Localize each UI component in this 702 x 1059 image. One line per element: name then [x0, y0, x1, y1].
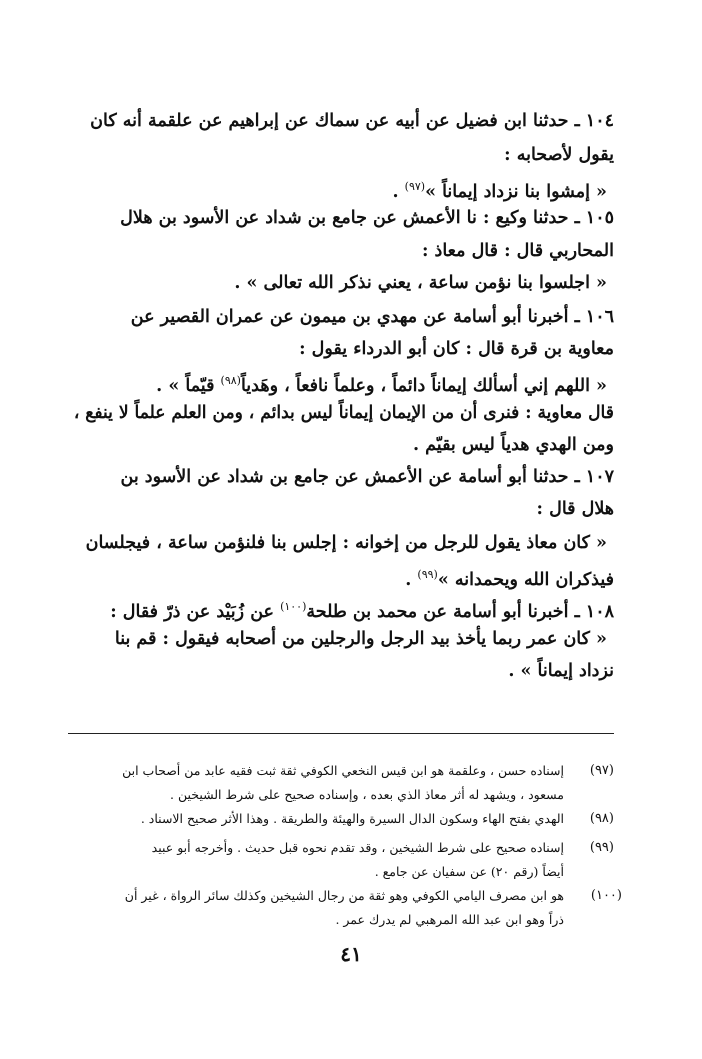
- text-line: ومن الهدي هدياً ليس بقيّم .: [412, 435, 614, 455]
- footnote-ref: (٩٧): [404, 180, 426, 193]
- page-number: ٤١: [340, 942, 362, 966]
- text-line: ١٠٦ ـ أخبرنا أبو أسامة عن مهدي بن ميمون عن عمران القصير عن: [130, 307, 614, 327]
- footnote-number: (٩٨): [589, 811, 614, 826]
- footnote-number: (٩٧): [589, 763, 614, 778]
- footnote-line: هو ابن مصرف اليامي الكوفي وهو ثقة من رجال الشيخين وكذلك سائر الرواة ، غير أن: [124, 888, 564, 903]
- text-line: ١٠٥ ـ حدثنا وكيع : نا الأعمش عن جامع بن شداد عن الأسود بن هلال: [120, 208, 614, 228]
- footnote-line: مسعود ، ويشهد له أثر معاذ الذي بعده ، وإسناده صحيح على شرط الشيخين .: [170, 787, 564, 802]
- text-line: ١٠٤ ـ حدثنا ابن فضيل عن أبيه عن سماك عن إبراهيم عن علقمة أنه كان: [90, 111, 614, 131]
- footnote-line: إسناده حسن ، وعلقمة هو ابن قيس النخعي الكوفي ثقة ثبت فقيه عابد من أصحاب ابن: [122, 763, 564, 778]
- text-line: ١٠٧ ـ حدثنا أبو أسامة عن الأعمش عن جامع بن شداد عن الأسود بن: [120, 467, 614, 487]
- footnote-separator: [68, 733, 614, 734]
- text-line: معاوية بن قرة قال : كان أبو الدرداء يقول :: [299, 339, 614, 359]
- text-line: هلال قال :: [536, 499, 614, 519]
- footnote-number: (٩٩): [589, 840, 614, 855]
- text-line: المحاربي قال : قال معاذ :: [422, 241, 614, 261]
- text-line: « كان عمر ربما يأخذ بيد الرجل والرجلين من أصحابه فيقول : قم بنا: [114, 629, 607, 649]
- text-line: نزداد إيماناً » .: [508, 661, 614, 681]
- text-line: « إمشوا بنا نزداد إيماناً »$^{(٩٧)}$ .: [392, 180, 607, 202]
- text-line: قال معاوية : فنرى أن من الإيمان إيماناً ليس بدائم ، ومن العلم علماً لا ينفع ،: [73, 403, 614, 423]
- footnote-ref: (٩٨): [220, 374, 241, 387]
- footnote-line: الهدي بفتح الهاء وسكون الدال السيرة والهيئة والطريقة . وهذا الأثر صحيح الاسناد .: [140, 811, 564, 826]
- text-line: يقول لأصحابه :: [504, 145, 614, 165]
- text-line: ١٠٨ ـ أخبرنا أبو أسامة عن محمد بن طلحة$^{(١٠٠)}$ عن زُبَيْد عن ذرّ فقال :: [110, 600, 614, 622]
- footnote-line: أيضاً (رقم ٢٠) عن سفيان عن جامع .: [374, 864, 564, 879]
- footnote-line: إسناده صحيح على شرط الشيخين ، وقد تقدم نحوه قبل حديث . وأخرجه أبو عبيد: [151, 840, 564, 855]
- footnote-ref: (١٠٠): [280, 600, 307, 613]
- text-line: « كان معاذ يقول للرجل من إخوانه : إجلس بنا فلنؤمن ساعة ، فيجلسان: [85, 533, 607, 553]
- text-line: فيذكران الله ويحمدانه »$^{(٩٩)}$ .: [405, 568, 614, 590]
- text-line: « اجلسوا بنا نؤمن ساعة ، يعني نذكر الله تعالى » .: [234, 273, 607, 293]
- text-line: « اللهم إني أسألك إيماناً دائماً ، وعلماً نافعاً ، وهَدياً$^{(٩٨)}$ قيّماً » .: [156, 374, 607, 396]
- footnote-ref: (٩٩): [417, 568, 438, 581]
- footnote-number: (١٠٠): [590, 888, 622, 903]
- footnote-line: ذراً وهو ابن عبد الله المرهبي لم يدرك عمر .: [335, 912, 564, 927]
